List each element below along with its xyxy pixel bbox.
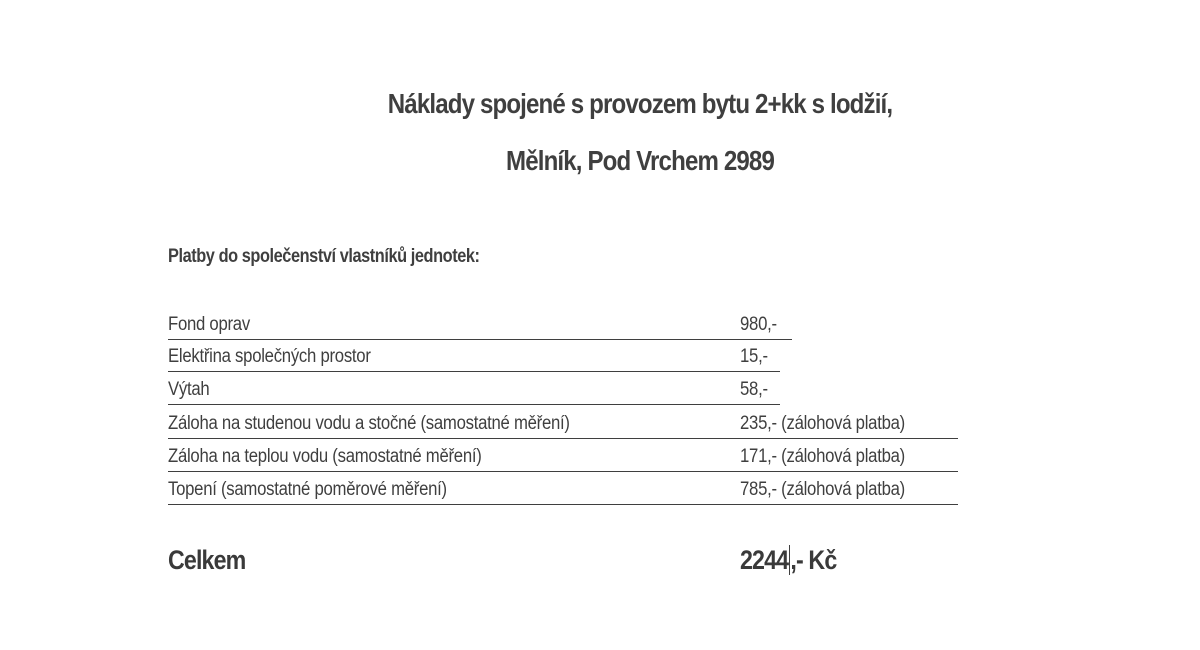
cost-amount: 980,- <box>740 314 777 335</box>
cost-amount: 15,- <box>740 346 768 367</box>
underline-rule <box>168 371 780 372</box>
document-title-line2: Mělník, Pod Vrchem 2989 <box>506 145 774 176</box>
cost-label: Topení (samostatné poměrové měření) <box>168 479 447 500</box>
underline-rule <box>168 404 780 405</box>
cost-amount: 235,- (zálohová platba) <box>740 413 905 434</box>
total-suffix: ,- Kč <box>790 545 837 575</box>
underline-rule <box>168 438 958 439</box>
total-label: Celkem <box>168 545 246 575</box>
document-title-line1: Náklady spojené s provozem bytu 2+kk s lodžií, <box>387 88 893 119</box>
underline-rule <box>168 471 958 472</box>
cost-label: Záloha na teplou vodu (samostatné měření) <box>168 446 482 467</box>
total-number: 2244 <box>740 545 789 575</box>
cost-label: Elektřina společných prostor <box>168 346 371 367</box>
cost-label: Fond oprav <box>168 314 250 335</box>
cost-amount: 58,- <box>740 379 768 400</box>
cost-label: Záloha na studenou vodu a stočné (samostatné měření) <box>168 413 570 434</box>
total-value <box>740 545 836 576</box>
cost-label: Výtah <box>168 379 210 400</box>
underline-rule <box>168 339 792 340</box>
section-heading: Platby do společenství vlastníků jednotek: <box>168 246 480 267</box>
cost-amount: 171,- (zálohová platba) <box>740 446 905 467</box>
underline-rule <box>168 504 958 505</box>
cost-amount: 785,- (zálohová platba) <box>740 479 905 500</box>
